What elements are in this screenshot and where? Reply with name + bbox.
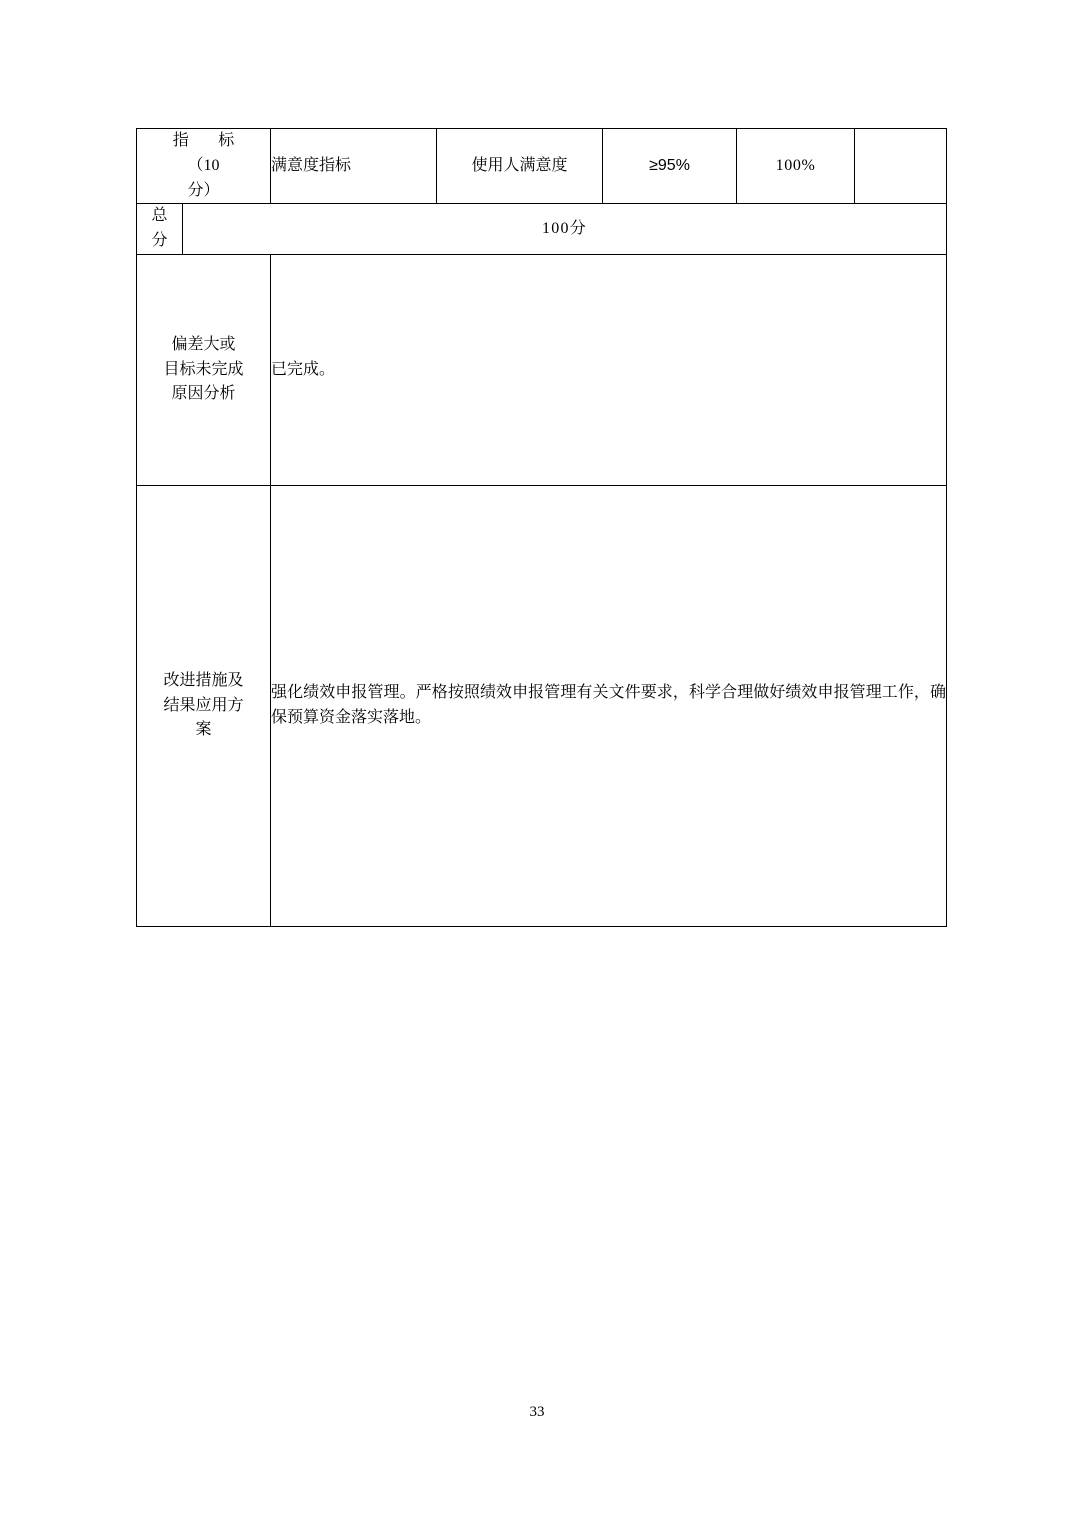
improvement-label-line2: 结果应用方	[163, 696, 244, 714]
deviation-label-cell	[137, 254, 271, 485]
total-value-cell: 100分	[183, 204, 947, 255]
indicator-category-line1: 指 标	[172, 132, 241, 149]
indicator-category-line2: （10	[187, 156, 220, 174]
deviation-label-line1: 偏差大或	[171, 335, 236, 353]
indicator-name-cell: 使用人满意度	[437, 129, 603, 204]
improvement-label-cell	[137, 485, 271, 926]
deviation-content-cell: 已完成。	[271, 254, 947, 485]
page-number: 33	[529, 1404, 545, 1420]
deviation-label-line3: 原因分析	[171, 385, 236, 403]
improvement-label-line1: 改进措施及	[163, 671, 244, 689]
performance-evaluation-table	[136, 128, 947, 927]
improvement-label-line3: 案	[195, 721, 212, 739]
indicator-score-cell	[855, 129, 947, 204]
indicator-target-cell: ≥95%	[603, 129, 737, 204]
improvement-content-cell: 强化绩效申报管理。严格按照绩效申报管理有关文件要求，科学合理做好绩效申报管理工作，确保预算资金落实落地。	[271, 485, 947, 926]
total-label-line1: 总	[151, 207, 168, 225]
indicator-actual-cell: 100%	[737, 129, 855, 204]
deviation-label-line2: 目标未完成	[163, 360, 244, 378]
table-row-indicator	[137, 129, 947, 204]
indicator-category-line3: 分）	[187, 181, 220, 199]
total-label-line2: 分	[151, 232, 168, 250]
table-row-improvement	[137, 485, 947, 926]
total-label-cell	[137, 204, 183, 255]
indicator-category-cell	[137, 129, 271, 204]
performance-evaluation-table-wrapper	[136, 128, 946, 927]
table-row-deviation	[137, 254, 947, 485]
table-row-total	[137, 204, 947, 255]
indicator-subcategory-cell: 满意度指标	[271, 129, 437, 204]
